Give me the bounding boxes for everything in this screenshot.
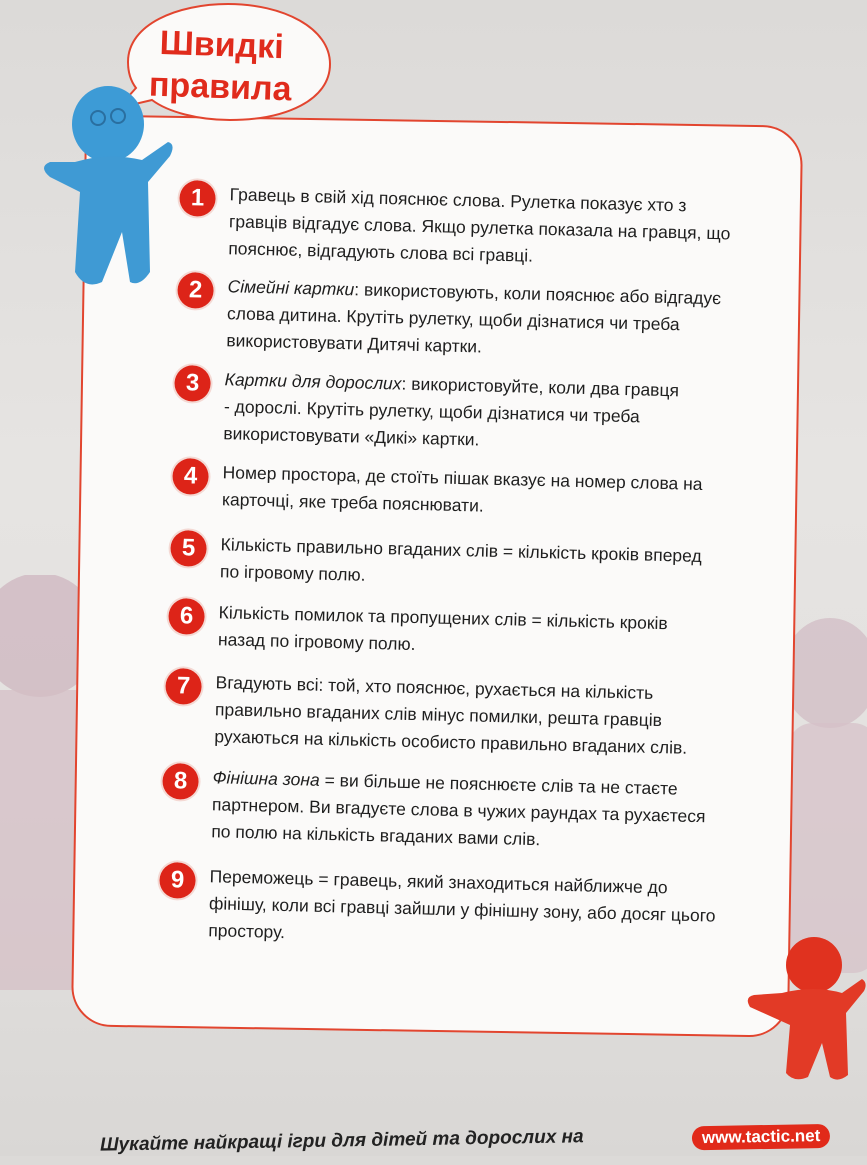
rule-text: Гравець в свій хід пояснює слова. Рулетка показує хто з гравців відгадує слова. Якщо рулетка показала на гравця, що пояснює, відгадують слова всі гравці.	[228, 184, 731, 266]
rule-text: Кількість помилок та пропущених слів = кількість кроків назад по ігровому полю.	[217, 602, 668, 655]
blue-person-figure-icon	[30, 82, 180, 292]
rule-item-8	[161, 763, 733, 858]
rule-number-badge: 6	[168, 598, 205, 635]
rule-number-badge: 1	[179, 180, 216, 217]
rule-text: Картки для дорослих: використовуйте, коли два гравця - дорослі. Крутіть рулетку, щоби дізнатися чи треба використовувати «Дикі» картки.	[223, 369, 680, 450]
footer-text: Шукайте найкращі ігри для дітей та дорослих на	[99, 1126, 584, 1156]
rule-item-7	[164, 668, 756, 763]
rule-item-2	[176, 272, 748, 367]
website-link[interactable]: www.tactic.net	[692, 1124, 831, 1150]
rule-text: Кількість правильно вгаданих слів = кількість кроків вперед по ігровому полю.	[219, 534, 702, 585]
footer	[100, 1121, 860, 1164]
page-title: Швидкі правила	[148, 23, 293, 109]
rule-number-badge: 9	[159, 862, 196, 899]
rule-item-9	[158, 862, 750, 957]
rule-number-badge: 7	[165, 668, 202, 705]
rule-text: Переможець = гравець, який знаходиться найближче до фінішу, коли всі гравці зайшли у фінішну зону, або досяг цього простору.	[208, 866, 716, 943]
rule-number-badge: 3	[174, 365, 211, 402]
red-person-figure-icon	[742, 935, 867, 1085]
rule-number-badge: 4	[172, 458, 209, 495]
rule-text: Сімейні картки: використовують, коли пояснює або відгадує слова дитина. Крутіть рулетку, щоби дізнатися чи треба використовувати Дитячі картки.	[226, 276, 722, 357]
rule-item-1	[178, 180, 750, 275]
rule-number-badge: 5	[170, 530, 207, 567]
rule-number-badge: 8	[162, 763, 199, 800]
rule-text: Номер простора, де стоїть пішак вказує на номер слова на карточці, яке треба пояснювати.	[221, 462, 703, 516]
rule-number-badge: 2	[177, 272, 214, 309]
rule-text: Фінішна зона = ви більше не пояснюєте слів та не стаєте партнером. Ви вгадуєте слова в чужих раундах та рухаєтеся по полю на кількість вгаданих вами слів.	[211, 767, 706, 850]
rule-item-3	[173, 365, 745, 460]
rule-text: Вгадують всі: той, хто пояснює, рухається на кількість правильно вгаданих слів мінус помилки, решта гравців рухаються на кількість особисто правильно вгаданих слів.	[214, 672, 688, 758]
